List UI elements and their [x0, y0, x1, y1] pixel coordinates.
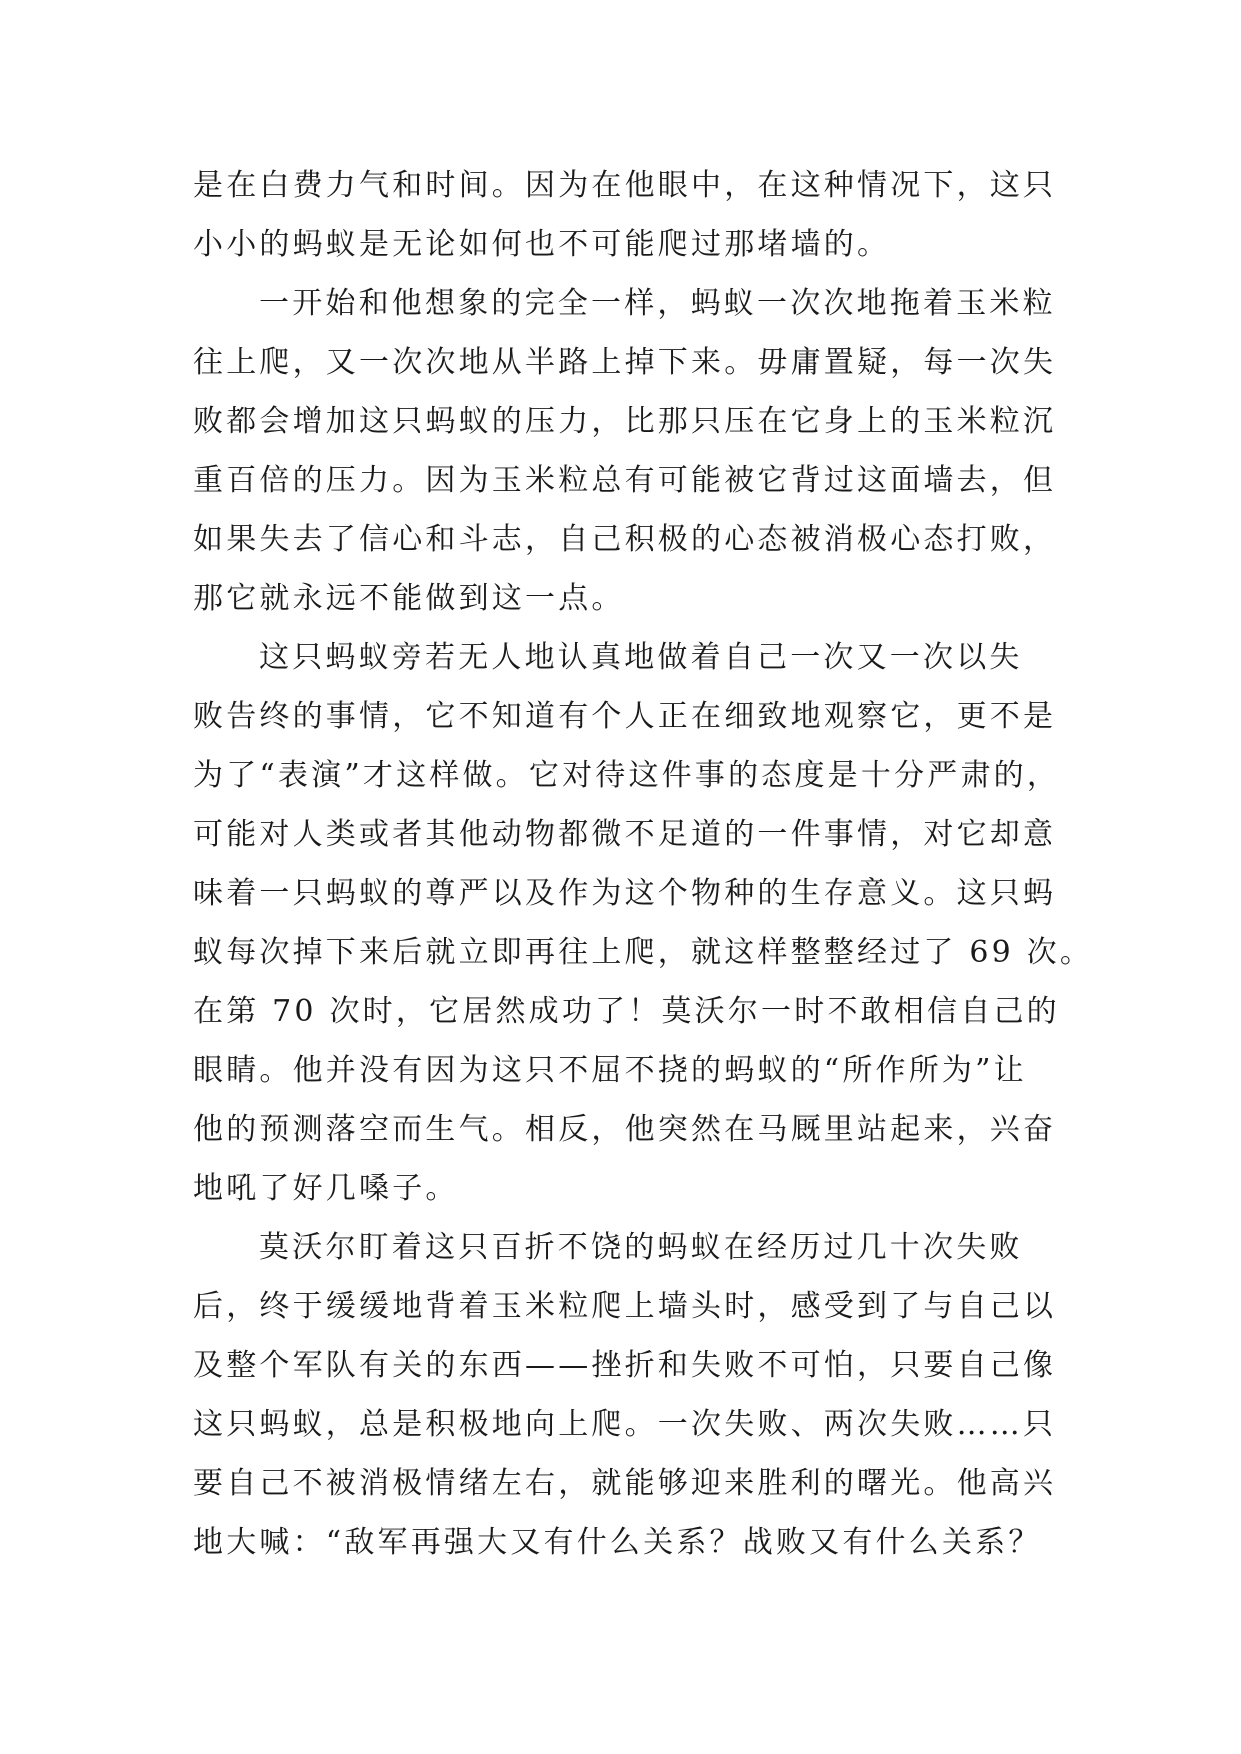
- text-line: 地吼了好几嗓子。: [193, 1171, 459, 1206]
- text-line: 后，终于缓缓地背着玉米粒爬上墙头时，感受到了与自己以: [193, 1289, 1057, 1324]
- text-line: 一开始和他想象的完全一样，蚂蚁一次次地拖着玉米粒: [259, 286, 1056, 321]
- body-text: [193, 156, 1094, 1572]
- text-line: 那它就永远不能做到这一点。: [193, 581, 625, 616]
- paragraph: [193, 1218, 1057, 1572]
- text-line: 这只蚂蚁旁若无人地认真地做着自己一次又一次以失: [259, 640, 1023, 675]
- text-line: 重百倍的压力。因为玉米粒总有可能被它背过这面墙去，但: [193, 463, 1057, 498]
- text-line: 败都会增加这只蚂蚁的压力，比那只压在它身上的玉米粒沉: [193, 404, 1057, 439]
- text-line: 蚁每次掉下来后就立即再往上爬，就这样整整经过了 69 次。: [193, 935, 1094, 970]
- text-line: 在第 70 次时，它居然成功了！莫沃尔一时不敢相信自己的: [193, 994, 1060, 1029]
- text-line: 如果失去了信心和斗志，自己积极的心态被消极心态打败，: [193, 522, 1057, 557]
- text-line: 地大喊：“敌军再强大又有什么关系？战败又有什么关系？: [193, 1525, 1042, 1560]
- paragraph: [193, 156, 1057, 274]
- text-line: 小小的蚂蚁是无论如何也不可能爬过那堵墙的。: [193, 227, 891, 262]
- text-line: 莫沃尔盯着这只百折不饶的蚂蚁在经历过几十次失败: [259, 1230, 1023, 1265]
- text-line: 要自己不被消极情绪左右，就能够迎来胜利的曙光。他高兴: [193, 1466, 1057, 1501]
- text-line: 他的预测落空而生气。相反，他突然在马厩里站起来，兴奋: [193, 1112, 1057, 1147]
- text-line: 是在白费力气和时间。因为在他眼中，在这种情况下，这只: [193, 168, 1057, 203]
- paragraph: [193, 628, 1094, 1218]
- text-line: 为了“表演”才这样做。它对待这件事的态度是十分严肃的，: [193, 758, 1061, 793]
- text-line: 败告终的事情，它不知道有个人正在细致地观察它，更不是: [193, 699, 1057, 734]
- paragraph: [193, 274, 1057, 628]
- text-line: 这只蚂蚁，总是积极地向上爬。一次失败、两次失败……只: [193, 1407, 1057, 1442]
- text-line: 味着一只蚂蚁的尊严以及作为这个物种的生存意义。这只蚂: [193, 876, 1057, 911]
- text-line: 眼睛。他并没有因为这只不屈不挠的蚂蚁的“所作所为”让: [193, 1053, 1027, 1088]
- text-line: 往上爬，又一次次地从半路上掉下来。毋庸置疑，每一次失: [193, 345, 1057, 380]
- text-line: 及整个军队有关的东西——挫折和失败不可怕，只要自己像: [193, 1348, 1057, 1383]
- text-line: 可能对人类或者其他动物都微不足道的一件事情，对它却意: [193, 817, 1057, 852]
